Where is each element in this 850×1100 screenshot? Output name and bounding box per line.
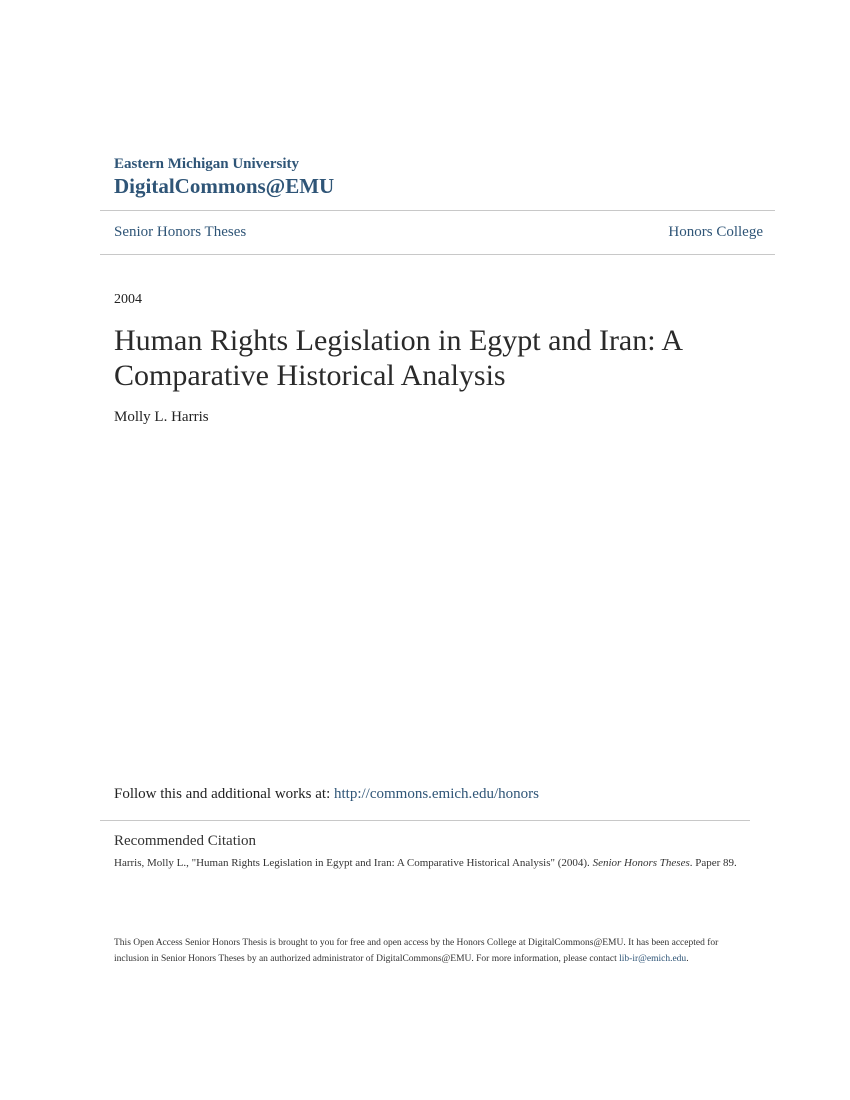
header-divider bbox=[100, 254, 775, 255]
contact-email-link[interactable]: lib-ir@emich.edu bbox=[619, 954, 687, 964]
document-title: Human Rights Legislation in Egypt and Iran: A Comparative Historical Analysis bbox=[114, 324, 682, 392]
author-name: Molly L. Harris bbox=[114, 409, 209, 425]
notice-text: This Open Access Senior Honors Thesis is brought to you for free and open access by the Honors College at DigitalCommons@EMU. It has been accepted for inclusion in Senior Honors Theses by an authorized administrator of DigitalCommons@EMU. For more information, please contact bbox=[114, 938, 719, 964]
access-notice bbox=[114, 935, 734, 967]
institution-name: Eastern Michigan University bbox=[114, 156, 299, 172]
publication-year: 2004 bbox=[114, 292, 142, 307]
top-divider bbox=[100, 210, 775, 211]
citation-heading: Recommended Citation bbox=[114, 833, 257, 849]
notice-end: . bbox=[686, 954, 689, 964]
college-link[interactable]: Honors College bbox=[668, 224, 763, 240]
citation-paper: . Paper 89. bbox=[689, 857, 737, 869]
citation-text bbox=[114, 855, 744, 871]
series-link[interactable]: Senior Honors Theses bbox=[114, 224, 247, 240]
collection-link[interactable]: http://commons.emich.edu/honors bbox=[333, 786, 539, 802]
follow-line bbox=[114, 786, 539, 803]
citation-body: Harris, Molly L., "Human Rights Legislation in Egypt and Iran: A Comparative Historical Analysis" (2004). bbox=[114, 857, 590, 869]
citation-divider bbox=[100, 820, 750, 821]
citation-series: Senior Honors Theses bbox=[592, 857, 690, 869]
repository-name[interactable]: DigitalCommons@EMU bbox=[114, 174, 335, 198]
follow-text: Follow this and additional works at: bbox=[114, 786, 331, 802]
